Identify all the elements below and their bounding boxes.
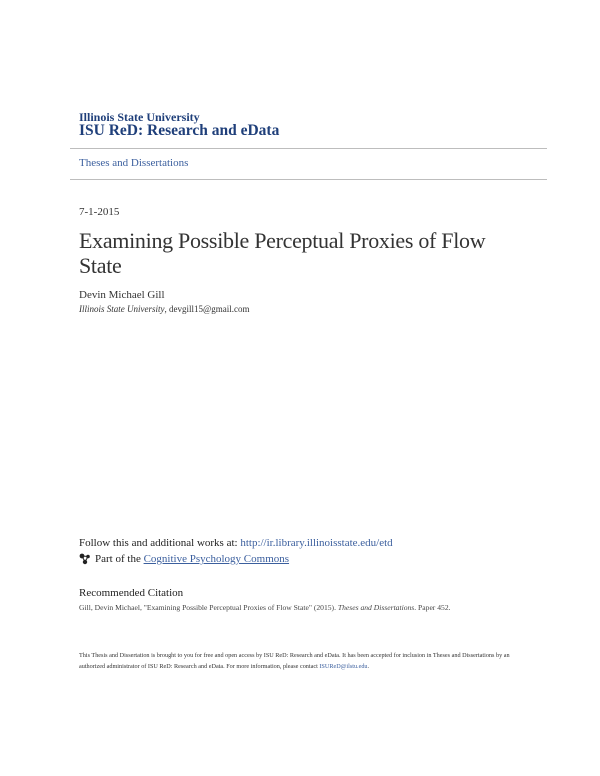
- part-of-line: [79, 553, 289, 565]
- repository-name: ISU ReD: Research and eData: [79, 122, 280, 139]
- paper-title: Examining Possible Perceptual Proxies of Flow State: [79, 228, 486, 278]
- divider-top: [70, 148, 547, 149]
- footer-notice: [79, 650, 519, 672]
- part-of-text: Part of the: [95, 553, 141, 565]
- citation-series: Theses and Dissertations: [337, 603, 415, 612]
- follow-url-link[interactable]: http://ir.library.illinoisstate.edu/etd: [240, 537, 393, 549]
- cognitive-psychology-commons-link[interactable]: Cognitive Psychology Commons: [143, 553, 290, 565]
- author-email: , devgill15@gmail.com: [164, 304, 250, 314]
- footer-text: This Thesis and Dissertation is brought to you for free and open access by ISU ReD: Research and eData. It has been accepted for inclusion in Theses and Dissertations by an authorized administrator of ISU ReD: Research and eData. For more information, please contact: [79, 652, 510, 670]
- affiliation-org: Illinois State University: [79, 304, 165, 314]
- contact-email-link[interactable]: ISUReD@ilstu.edu: [319, 663, 368, 670]
- citation-text: [79, 603, 451, 612]
- follow-text: Follow this and additional works at:: [79, 537, 241, 549]
- author-name: Devin Michael Gill: [79, 289, 165, 301]
- publication-date: 7-1-2015: [79, 206, 120, 218]
- follow-line: [79, 537, 393, 549]
- commons-network-icon: [79, 553, 91, 565]
- university-name: Illinois State University: [79, 110, 200, 124]
- citation-end: . Paper 452.: [414, 603, 451, 612]
- collection-link[interactable]: Theses and Dissertations: [79, 157, 189, 169]
- author-affiliation: [79, 304, 250, 314]
- footer-end: .: [367, 663, 370, 670]
- citation-plain: Gill, Devin Michael, "Examining Possible Perceptual Proxies of Flow State" (2015).: [79, 603, 338, 612]
- divider-bottom: [70, 179, 547, 180]
- recommended-citation-heading: Recommended Citation: [79, 587, 184, 599]
